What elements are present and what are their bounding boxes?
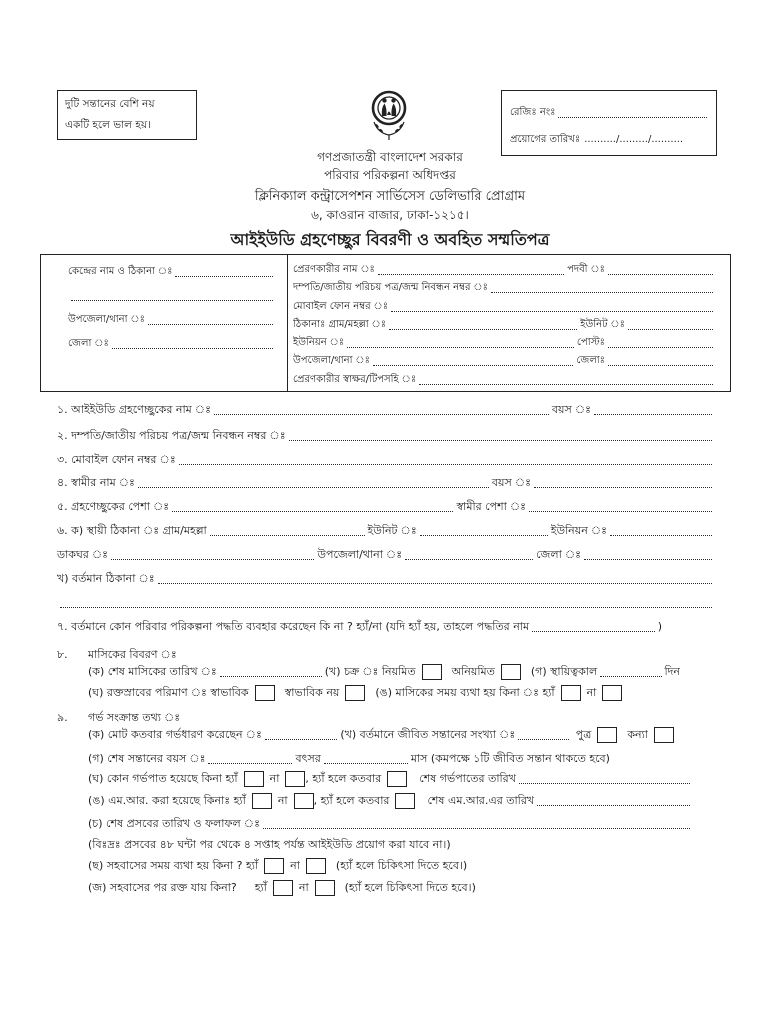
post-intercourse-bleeding-yes-checkbox	[273, 880, 293, 896]
referrer-unit-label: ইউনিট ঃ	[580, 318, 625, 330]
bleeding-normal-label: (ঘ) রক্তস্রাবের পরিমাণ ঃ স্বাভাবিক	[88, 686, 249, 699]
mr-no-label: না	[277, 794, 288, 807]
client-id-row	[57, 428, 715, 444]
client-age-blank	[594, 414, 712, 415]
post-intercourse-bleeding-no-label: না	[298, 881, 309, 894]
husband-name-row	[57, 475, 715, 491]
mr-no-checkbox	[294, 793, 314, 809]
husband-age-label: বয়স ঃ	[491, 476, 531, 489]
intercourse-pain-advice: (হ্যাঁ হলে চিকিৎসা দিতে হবে।)	[335, 859, 468, 872]
period-pain-no-label: না	[586, 686, 597, 699]
last-period-blank	[220, 676, 322, 677]
mr-times-label: , হ্যাঁ হলে কতবার	[313, 794, 390, 807]
client-id-blank	[289, 440, 712, 441]
post-intercourse-bleeding-label: (জ) সহবাসের পর রক্ত যায় কিনা?	[88, 881, 237, 894]
abortion-no-checkbox	[285, 771, 305, 787]
period-pain-yes-checkbox	[561, 685, 581, 701]
occupation-row	[57, 499, 715, 515]
referrer-signature-blank	[419, 384, 713, 385]
center-upazila-row	[68, 312, 276, 327]
program-name: ক্লিনিক্যাল কন্ট্রাসেপশন সার্ভিসেস ডেলিভারি প্রোগ্রাম	[254, 189, 526, 204]
present-address-blank-2	[60, 607, 712, 608]
referrer-union-row	[293, 335, 716, 350]
last-delivery-label: (চ) শেষ প্রসবের তারিখ ও ফলাফল ঃ	[88, 817, 260, 830]
pregnancy-row-h	[88, 878, 693, 898]
post-intercourse-bleeding-advice: (হ্যাঁ হলে চিকিৎসা দিতে হবে।)	[344, 881, 476, 894]
cycle-regular-checkbox	[422, 664, 442, 680]
living-children-label: (খ) বর্তমানে জীবিত সন্তানের সংখ্যা ঃ	[340, 728, 516, 741]
referrer-post-label: পোস্টঃ	[576, 336, 605, 348]
pregnancy-number: ৯.	[57, 711, 68, 724]
son-label: পুত্র	[575, 728, 592, 741]
pregnancy-note: (বিঃদ্রঃ প্রসবের ৪৮ ঘন্টা পর থেকে ৪ সপ্তাহ পর্যন্ত আইইউডি প্রয়োগ করা যাবে না।)	[88, 838, 451, 851]
referrer-union-blank	[347, 347, 574, 348]
last-abortion-date-blank	[519, 783, 690, 784]
husband-occupation-label: স্বামীর পেশা ঃ	[456, 500, 526, 513]
reg-no-row	[510, 105, 710, 120]
last-child-age-label: (গ) শেষ সন্তানের বয়স ঃ	[88, 752, 206, 765]
abortion-times-label: , হ্যাঁ হলে কতবার	[305, 772, 382, 785]
cycle-irregular-label: অনিয়মিত	[451, 665, 495, 678]
last-mr-date-label: শেষ এম.আর.এর তারিখ	[427, 794, 535, 807]
referrer-village-label: ঠিকানাঃ গ্রাম/মহল্লা ঃ	[293, 318, 387, 330]
permanent-district-label: জেলা ঃ	[536, 548, 581, 561]
referrer-signature-row	[293, 372, 716, 387]
center-name-blank	[175, 276, 273, 277]
current-method-label: ৭. বর্তমানে কোন পরিবার পরিকল্পনা পদ্ধতি ব্যবহার করেছেন কি না ? হ্যাঁ/না (যদি হ্যাঁ হয়, তাহলে পদ্ধতির নাম	[57, 620, 530, 633]
reg-no-blank	[558, 117, 707, 118]
total-pregnancies-label: (ক) মোট কতবার গর্ভধারণ করেছেন ঃ	[88, 728, 262, 741]
menstrual-heading	[57, 647, 357, 663]
current-method-blank	[532, 631, 655, 632]
permanent-upazila-label: উপজেলা/থানা ঃ	[317, 548, 403, 561]
center-address-row	[68, 288, 276, 303]
referrer-upazila-blank	[373, 365, 573, 366]
note-line-2: একটি হলে ভাল হয়।	[65, 119, 151, 131]
referrer-designation-label: পদবী ঃ	[567, 263, 605, 275]
abortion-yes-checkbox	[244, 771, 264, 787]
government-emblem-icon	[365, 86, 413, 142]
client-mobile-row	[57, 452, 715, 468]
post-intercourse-bleeding-yes-label: হ্যাঁ	[254, 881, 267, 894]
directorate-name: পরিবার পরিকল্পনা অধিদপ্তর	[324, 168, 456, 182]
intercourse-pain-no-label: না	[290, 859, 300, 872]
last-period-label: (ক) শেষ মাসিকের তারিখ ঃ	[88, 665, 217, 678]
permanent-post-row	[57, 547, 715, 563]
page-title: আইইউডি গ্রহণেচ্ছুর বিবরণী ও অবহিত সম্মতিপত্র	[230, 230, 550, 249]
intercourse-pain-no-checkbox	[306, 858, 326, 874]
cycle-irregular-checkbox	[501, 664, 521, 680]
pregnancy-title: গর্ভ সংক্রান্ত তথ্য ঃ	[88, 711, 181, 724]
period-pain-yes-label: (ঙ) মাসিকের সময় ব্যথা হয় কিনা ঃ হ্যাঁ	[375, 686, 555, 699]
pregnancy-heading	[57, 710, 357, 726]
client-mobile-blank	[179, 464, 712, 465]
daughter-checkbox	[654, 727, 674, 743]
referrer-union-label: ইউনিয়ন ঃ	[293, 336, 345, 348]
current-method-close: )	[657, 620, 662, 633]
center-district-blank	[112, 348, 273, 349]
pregnancy-row-d	[88, 769, 693, 789]
cycle-regular-label: (খ) চক্র ঃ নিয়মিত	[324, 665, 416, 678]
abortion-times-checkbox	[387, 771, 407, 787]
husband-age-blank	[534, 487, 712, 488]
referrer-id-row	[293, 280, 716, 295]
referrer-unit-blank	[628, 329, 713, 330]
menstrual-row-a	[88, 662, 680, 682]
referrer-post-blank	[608, 347, 713, 348]
last-child-years-label: বৎসর	[295, 752, 321, 765]
permanent-post-blank	[111, 559, 314, 560]
reg-no-label: রেজিঃ নংঃ	[510, 106, 556, 118]
referrer-upazila-row	[293, 353, 716, 368]
duration-days-label: দিন	[664, 665, 680, 678]
referral-box-divider	[287, 255, 288, 391]
note-line-1: দুটি সন্তানের বেশি নয়	[65, 98, 155, 110]
client-age-label: বয়স ঃ	[551, 403, 591, 416]
referrer-district-blank	[608, 365, 713, 366]
permanent-union-label: ইউনিয়ন ঃ	[550, 524, 607, 537]
bleeding-abnormal-label: স্বাভাবিক নয়	[284, 686, 340, 699]
bleeding-normal-checkbox	[255, 685, 275, 701]
present-address-blank	[158, 583, 712, 584]
living-children-blank	[518, 739, 569, 740]
last-mr-date-blank	[537, 805, 690, 806]
apply-date-blank: ........../........./..........	[584, 133, 684, 145]
client-id-label: ২. দম্পতি/জাতীয় পরিচয় পত্র/জন্ম নিবন্ধন নম্বর ঃ	[57, 429, 286, 442]
referrer-name-row	[293, 262, 716, 277]
menstrual-row-b	[88, 683, 680, 703]
last-child-months-label: মাস (কমপক্ষে ১টি জীবিত সন্তান থাকতে হবে)	[410, 752, 610, 765]
intercourse-pain-yes-checkbox	[264, 858, 284, 874]
total-pregnancies-blank	[265, 739, 338, 740]
period-pain-no-checkbox	[602, 685, 622, 701]
intercourse-pain-yes-label: (ছ) সহবাসের সময় ব্যথা হয় কিনা ? হ্যাঁ	[88, 859, 259, 872]
permanent-union-blank	[610, 535, 712, 536]
referrer-mobile-row	[293, 299, 716, 314]
present-address-label: খ) বর্তমান ঠিকানা ঃ	[57, 572, 155, 585]
son-checkbox	[597, 727, 617, 743]
abortion-no-label: না	[269, 772, 280, 785]
apply-date-row	[510, 132, 710, 147]
referrer-name-blank	[378, 274, 564, 275]
referrer-district-label: জেলাঃ	[576, 354, 605, 366]
present-address-line-2	[57, 595, 715, 611]
permanent-village-blank	[210, 535, 365, 536]
referrer-mobile-blank	[391, 311, 713, 312]
referrer-signature-label: প্রেরণকারীর স্বাক্ষর/টিপসহি ঃ	[293, 373, 417, 385]
government-name: গণপ্রজাতন্ত্রী বাংলাদেশ সরকার	[317, 150, 463, 164]
referrer-village-row	[293, 317, 716, 332]
apply-date-label: প্রয়োগের তারিখঃ	[510, 133, 581, 145]
referrer-name-label: প্রেরণকারীর নাম ঃ	[293, 263, 375, 275]
permanent-address-row	[57, 523, 715, 539]
present-address-row	[57, 571, 715, 587]
duration-label: (গ) স্থায়িত্বকাল	[530, 665, 598, 678]
duration-blank	[600, 676, 661, 677]
referrer-designation-blank	[608, 274, 713, 275]
last-child-months-blank	[324, 763, 408, 764]
client-name-row	[57, 402, 715, 418]
husband-name-label: ৪. স্বামীর নাম ঃ	[57, 476, 135, 489]
pregnancy-row-g	[88, 856, 693, 876]
center-name-row	[68, 264, 276, 279]
permanent-post-label: ডাকঘর ঃ	[57, 548, 109, 561]
center-upazila-blank	[148, 324, 273, 325]
referrer-village-blank	[389, 329, 577, 330]
daughter-label: কন্যা	[627, 728, 648, 741]
pregnancy-row-e	[88, 791, 693, 811]
pregnancy-row-a	[88, 725, 680, 745]
mr-times-checkbox	[395, 793, 415, 809]
client-name-label: ১. আইইউডি গ্রহণেচ্ছুকের নাম ঃ	[57, 403, 211, 416]
bleeding-abnormal-checkbox	[345, 685, 365, 701]
pregnancy-row-c	[88, 751, 680, 767]
office-address: ৬, কাওরান বাজার, ঢাকা-১২১৫।	[311, 208, 469, 222]
center-district-row	[68, 336, 276, 351]
client-name-blank	[214, 414, 549, 415]
menstrual-title: মাসিকের বিবরণ ঃ	[88, 648, 177, 661]
permanent-village-label: ৬. ক) স্থায়ী ঠিকানা ঃ গ্রাম/মহল্লা	[57, 524, 207, 537]
menstrual-number: ৮.	[57, 648, 68, 661]
husband-occupation-blank	[529, 511, 712, 512]
referrer-mobile-label: মোবাইল ফোন নম্বর ঃ	[293, 300, 389, 312]
center-address-blank	[71, 300, 273, 301]
current-method-row	[57, 619, 662, 635]
last-child-years-blank	[208, 763, 292, 764]
last-delivery-blank	[263, 828, 690, 829]
permanent-district-blank	[584, 559, 712, 560]
permanent-unit-blank	[420, 535, 548, 536]
pregnancy-row-f	[88, 816, 693, 832]
center-name-label: কেন্দ্রের নাম ও ঠিকানা ঃ	[68, 265, 173, 277]
referrer-id-label: দম্পতি/জাতীয় পরিচয় পত্র/জন্ম নিবন্ধন নম্বর ঃ	[293, 281, 488, 293]
pregnancy-note-row	[88, 837, 693, 853]
center-upazila-label: উপজেলা/থানা ঃ	[68, 313, 145, 325]
center-district-label: জেলা ঃ	[68, 337, 109, 349]
referrer-id-blank	[491, 292, 713, 293]
referrer-upazila-label: উপজেলা/থানা ঃ	[293, 354, 370, 366]
permanent-unit-label: ইউনিট ঃ	[367, 524, 417, 537]
husband-name-blank	[138, 487, 489, 488]
permanent-upazila-blank	[405, 559, 533, 560]
mr-yes-checkbox	[252, 793, 272, 809]
mr-yes-label: (ঙ) এম.আর. করা হয়েছে কিনাঃ হ্যাঁ	[88, 794, 246, 807]
note-box	[57, 90, 197, 140]
client-occupation-blank	[172, 511, 453, 512]
abortion-yes-label: (ঘ) কোন গর্ভপাত হয়েছে কিনা হ্যাঁ	[88, 772, 238, 785]
post-intercourse-bleeding-no-checkbox	[315, 880, 335, 896]
last-abortion-date-label: শেষ গর্ভপাতের তারিখ	[419, 772, 516, 785]
client-occupation-label: ৫. গ্রহণেচ্ছুকের পেশা ঃ	[57, 500, 170, 513]
client-mobile-label: ৩. মোবাইল ফোন নম্বর ঃ	[57, 453, 176, 466]
